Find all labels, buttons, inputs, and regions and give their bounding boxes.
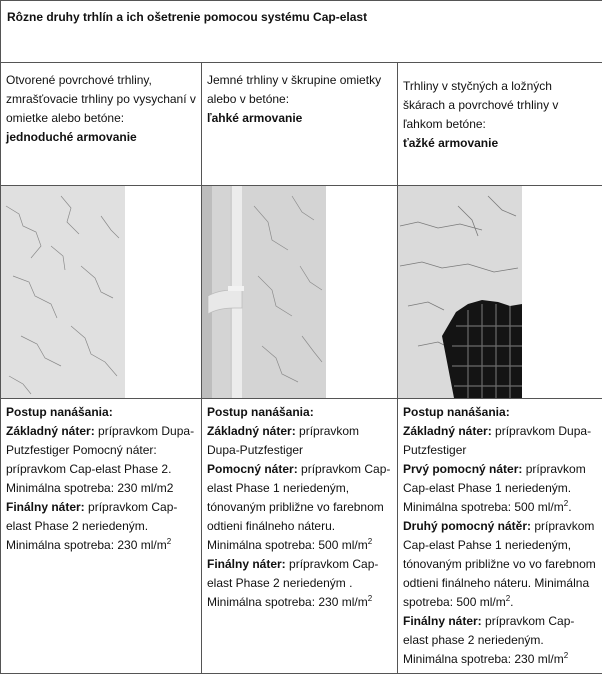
column-1-procedure-heading: Postup nanášania: (6, 403, 196, 422)
fence-shadow-wall-photo (398, 186, 522, 398)
column-2-description: Jemné trhliny v škrupine omietky alebo v betóne: (207, 71, 392, 109)
column-3-procedure-heading: Postup nanášania: (403, 403, 597, 422)
title-row (1, 1, 602, 63)
column-3-description: Trhliny v styčných a ložných škárach a povrchové trhliny v ľahkom betóne: (403, 77, 597, 134)
column-1-reinforcement: jednoduché armovanie (6, 128, 196, 147)
procedure-row (1, 399, 602, 674)
column-3-step-1: Základný náter: prípravkom Dupa-Putzfestiger (403, 424, 591, 457)
column-3-step-2: Prvý pomocný náter: prípravkom Cap-elast Phase 1 neriedeným. Minimálna spotreba: 500 $ml/m^2$. (403, 462, 586, 514)
column-2-procedure (202, 399, 398, 674)
column-1-photo (1, 186, 202, 399)
table-title: Rôzne druhy trhlín a ich ošetrenie pomocou systému Cap-elast (1, 1, 602, 63)
column-1-step-1: Základný náter: prípravkom Dupa-Putzfestiger Pomocný náter: prípravkom Cap-elast Phase 2. Minimálna spotreba: 230 ml/m2 (6, 424, 194, 495)
column-1-description: Otvorené povrchové trhliny, zmrašťovacie trhliny po vysychaní v omietke alebo betóne: (6, 71, 196, 128)
column-1-procedure (1, 399, 202, 674)
cracked-plaster-photo (1, 186, 125, 398)
column-3-step-3: Druhý pomocný nátěr: prípravkom Cap-elast Pahse 1 neriedeným, tónovaným približne vo vo farebnom odtieni finálneho náteru. Minimálna spotreba: 500 $ml/m^2$. (403, 519, 596, 609)
column-3-step-4: Finálny náter: prípravkom Cap-elast phase 2 neriedeným. Minimálna spotreba: 230 $ml/m^2$ (403, 614, 574, 666)
column-2-header (202, 63, 398, 186)
column-1-header (1, 63, 202, 186)
image-row (1, 186, 602, 399)
column-3-header (398, 63, 602, 186)
column-2-reinforcement: ľahké armovanie (207, 109, 392, 128)
column-1-step-2: Finálny náter: prípravkom Cap-elast Phase 2 neriedeným. Minimálna spotreba: 230 $ml/m^2$ (6, 500, 177, 552)
column-3-procedure (398, 399, 602, 674)
column-2-photo (202, 186, 398, 399)
column-2-procedure-heading: Postup nanášania: (207, 403, 392, 422)
column-3-reinforcement: ťažké armovanie (403, 134, 597, 153)
column-3-photo (398, 186, 602, 399)
column-2-step-1: Základný náter: prípravkom Dupa-Putzfestiger (207, 424, 359, 457)
header-row (1, 63, 602, 186)
column-2-step-3: Finálny náter: prípravkom Cap-elast Phase 2 neriedeným . Minimálna spotreba: 230 $ml/m^2$ (207, 557, 378, 609)
column-2-step-2: Pomocný náter: prípravkom Cap-elast Phase 1 neriedeným, tónovaným približne vo farebnom odtieni finálneho náteru. Minimálna spotreba: 500 $ml/m^2$ (207, 462, 390, 552)
drainpipe-wall-photo (202, 186, 326, 398)
